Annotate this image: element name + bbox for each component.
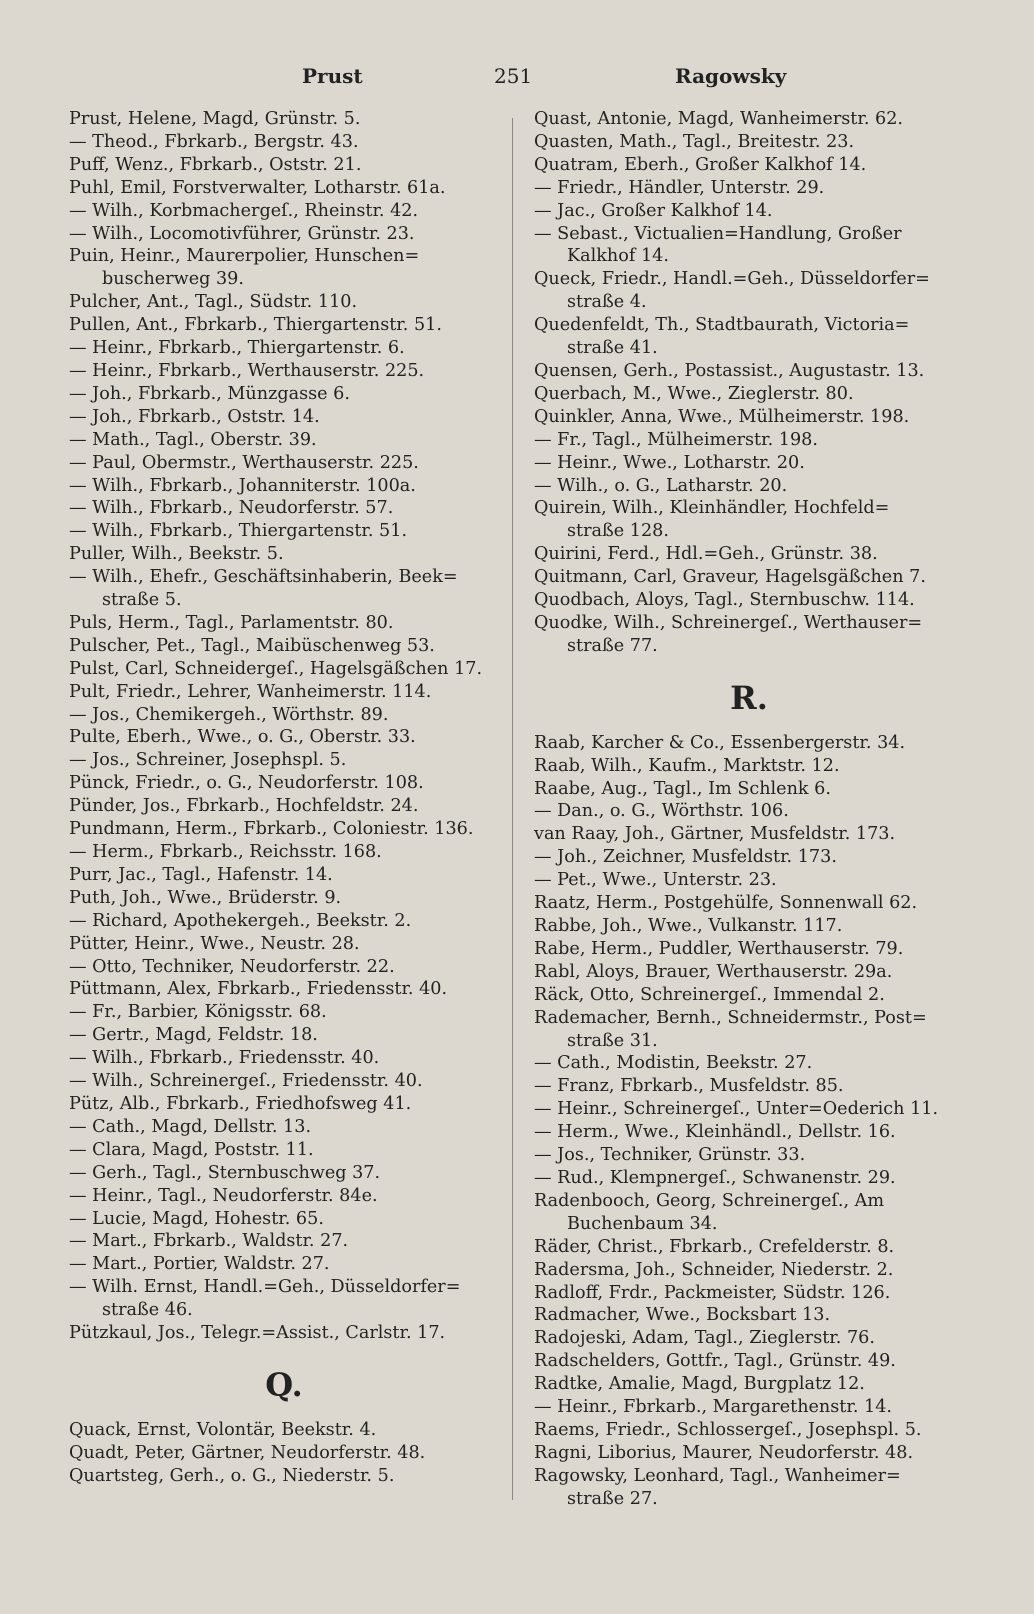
directory-entry: [534, 566, 964, 589]
entry-text: Quedenfeldt, Th., Stadtbaurath, Victoria=: [534, 315, 910, 336]
directory-entry: [69, 1162, 499, 1185]
directory-entry: [534, 108, 964, 131]
entry-text: Querbach, M., Wwe., Zieglerstr. 80.: [534, 383, 854, 404]
entry-text: — Wilh., Korbmachergeſ., Rheinstr. 42.: [69, 200, 419, 221]
entry-text: Puff, Wenz., Fbrkarb., Oststr. 21.: [69, 154, 362, 175]
entry-text: — Clara, Magd, Poststr. 11.: [69, 1139, 314, 1160]
entry-text: — Wilh., o. G., Latharstr. 20.: [534, 475, 788, 496]
entry-text: — Math., Tagl., Oberstr. 39.: [69, 429, 317, 450]
entry-text: Quitmann, Carl, Graveur, Hagelsgäßchen 7.: [534, 567, 926, 588]
entry-text: Radmacher, Wwe., Bocksbart 13.: [534, 1305, 831, 1326]
entry-text: Quasten, Math., Tagl., Breitestr. 23.: [534, 131, 855, 152]
directory-entry: [534, 1373, 964, 1396]
directory-entry: [69, 1001, 499, 1024]
entry-text: Pulte, Eberh., Wwe., o. G., Oberstr. 33.: [69, 727, 416, 748]
entry-text: Pullen, Ant., Fbrkarb., Thiergartenstr. 51.: [69, 315, 442, 336]
directory-entry: [534, 1121, 964, 1144]
entry-text: Ragni, Liborius, Maurer, Neudorferstr. 48.: [534, 1442, 914, 1463]
entry-text: Raabe, Aug., Tagl., Im Schlenk 6.: [534, 778, 831, 799]
entry-text: Raems, Friedr., Schlossergeſ., Josephspl. 5.: [534, 1419, 922, 1440]
entry-text: Puin, Heinr., Maurerpolier, Hunschen=: [69, 246, 420, 267]
directory-entry: [69, 383, 499, 406]
entry-text: Radloff, Frdr., Packmeister, Südstr. 126.: [534, 1282, 891, 1303]
directory-entry: [69, 749, 499, 772]
directory-entry: [69, 177, 499, 200]
directory-entry: [534, 1350, 964, 1373]
entry-text: Quirein, Wilh., Kleinhändler, Hochfeld=: [534, 498, 890, 519]
entry-text: Quartsteg, Gerh., o. G., Niederstr. 5.: [69, 1465, 395, 1486]
entry-text: Quadt, Peter, Gärtner, Neudorferstr. 48.: [69, 1442, 426, 1463]
entry-continuation: straße 77.: [567, 635, 658, 656]
entry-continuation: Buchenbaum 34.: [567, 1213, 718, 1234]
directory-entry: [534, 1167, 964, 1190]
entry-text: Puls, Herm., Tagl., Parlamentstr. 80.: [69, 612, 394, 633]
entry-text: — Jos., Schreiner, Josephspl. 5.: [69, 750, 347, 771]
entry-text: — Richard, Apothekergeh., Beekstr. 2.: [69, 910, 412, 931]
entry-text: Radersma, Joh., Schneider, Niederstr. 2.: [534, 1259, 894, 1280]
directory-entry: [69, 681, 499, 704]
directory-entry: [69, 910, 499, 933]
directory-entry: [534, 938, 964, 961]
entry-text: Prust, Helene, Magd, Grünstr. 5.: [69, 109, 361, 129]
entry-text: Pünck, Friedr., o. G., Neudorferstr. 108.: [69, 773, 424, 794]
entry-text: — Sebast., Victualien=Handlung, Großer: [534, 223, 902, 244]
entry-text: — Wilh. Ernst, Handl.=Geh., Düsseldorfer=: [69, 1277, 461, 1298]
directory-entry: [69, 452, 499, 475]
entry-text: — Gerh., Tagl., Sternbuschweg 37.: [69, 1162, 381, 1183]
entry-text: Quast, Antonie, Magd, Wanheimerstr. 62.: [534, 109, 903, 129]
entry-text: — Friedr., Händler, Unterstr. 29.: [534, 177, 825, 198]
entry-text: — Cath., Magd, Dellstr. 13.: [69, 1116, 312, 1137]
directory-entry: [69, 1047, 499, 1070]
directory-entry: [69, 658, 499, 681]
section-heading-r: R.: [730, 678, 768, 717]
entry-text: — Gertr., Magd, Feldstr. 18.: [69, 1025, 318, 1046]
directory-entry: [534, 755, 964, 778]
directory-entry: [534, 200, 964, 223]
entry-text: — Otto, Techniker, Neudorferstr. 22.: [69, 956, 395, 977]
entry-text: — Pet., Wwe., Unterstr. 23.: [534, 870, 777, 891]
directory-entry: [534, 1282, 964, 1305]
entry-continuation: straße 128.: [567, 521, 669, 542]
entries-r: [534, 732, 964, 1511]
entry-text: Raab, Karcher & Co., Essenbergerstr. 34.: [534, 732, 906, 753]
entry-text: — Heinr., Fbrkarb., Margarethenstr. 14.: [534, 1397, 893, 1418]
directory-entry: [69, 566, 499, 612]
entry-text: — Jos., Techniker, Grünstr. 33.: [534, 1145, 806, 1166]
directory-entry: [534, 1304, 964, 1327]
directory-entry: [534, 429, 964, 452]
directory-entry: [534, 846, 964, 869]
directory-entry: [534, 1419, 964, 1442]
entry-text: Rabbe, Joh., Wwe., Vulkanstr. 117.: [534, 916, 843, 936]
entry-continuation: straße 27.: [567, 1488, 658, 1509]
entry-text: — Jos., Chemikergeh., Wörthstr. 89.: [69, 704, 389, 725]
entry-text: — Fr., Barbier, Königsstr. 68.: [69, 1002, 327, 1023]
entry-text: Puth, Joh., Wwe., Brüderstr. 9.: [69, 887, 342, 908]
directory-entry: [534, 961, 964, 984]
entry-text: Pütz, Alb., Fbrkarb., Friedhofsweg 41.: [69, 1093, 412, 1114]
entry-text: Pulst, Carl, Schneidergeſ., Hagelsgäßchen 17.: [69, 658, 483, 679]
directory-entry: [534, 268, 964, 314]
directory-entry: [69, 406, 499, 429]
directory-entry: [69, 475, 499, 498]
directory-entry: [69, 200, 499, 223]
section-heading-q: Q.: [265, 1365, 303, 1404]
directory-entry: [534, 823, 964, 846]
directory-entry: [69, 612, 499, 635]
entry-text: — Rud., Klempnergeſ., Schwanenstr. 29.: [534, 1167, 896, 1188]
entry-continuation: buscherweg 39.: [102, 269, 244, 290]
entry-text: — Franz, Fbrkarb., Musfeldstr. 85.: [534, 1076, 844, 1097]
entry-continuation: straße 4.: [567, 292, 647, 313]
entry-text: — Heinr., Fbrkarb., Thiergartenstr. 6.: [69, 338, 405, 359]
running-head-left: Prust: [302, 64, 363, 88]
directory-entry: [534, 869, 964, 892]
directory-entry: [534, 589, 964, 612]
directory-entry: [69, 1116, 499, 1139]
entry-text: — Wilh., Fbrkarb., Johanniterstr. 100a.: [69, 475, 416, 496]
entry-text: — Wilh., Schreinergeſ., Friedensstr. 40.: [69, 1071, 423, 1092]
directory-entry: [69, 108, 499, 131]
directory-entry: [69, 1208, 499, 1231]
entry-text: — Heinr., Wwe., Lotharstr. 20.: [534, 452, 805, 473]
directory-entry: [534, 778, 964, 801]
directory-entry: [534, 497, 964, 543]
page-number: 251: [494, 64, 533, 88]
entry-text: — Joh., Fbrkarb., Münzgasse 6.: [69, 383, 350, 404]
directory-entry: [69, 1230, 499, 1253]
entry-text: — Dan., o. G., Wörthstr. 106.: [534, 801, 789, 822]
entry-text: Radenbooch, Georg, Schreinergeſ., Am: [534, 1190, 885, 1211]
directory-entry: [69, 291, 499, 314]
directory-entry: [534, 1442, 964, 1465]
directory-entry: [69, 978, 499, 1001]
entry-text: — Heinr., Tagl., Neudorferstr. 84e.: [69, 1185, 378, 1206]
directory-entry: [69, 1465, 499, 1488]
directory-entry: [534, 383, 964, 406]
directory-entry: [534, 1259, 964, 1282]
entry-text: — Wilh., Fbrkarb., Friedensstr. 40.: [69, 1048, 380, 1069]
entry-text: Pulscher, Pet., Tagl., Maibüschenweg 53.: [69, 635, 435, 656]
entry-text: — Fr., Tagl., Mülheimerstr. 198.: [534, 429, 818, 450]
directory-entry: [69, 635, 499, 658]
directory-entry: [534, 543, 964, 566]
entry-text: Quack, Ernst, Volontär, Beekstr. 4.: [69, 1419, 377, 1440]
directory-entry: [69, 1419, 499, 1442]
directory-entry: [69, 933, 499, 956]
directory-entry: [534, 1075, 964, 1098]
directory-entry: [534, 612, 964, 658]
directory-entry: [69, 1276, 499, 1322]
entry-text: — Herm., Wwe., Kleinhändl., Dellstr. 16.: [534, 1122, 896, 1143]
column-divider: [512, 118, 513, 1500]
directory-entry: [69, 131, 499, 154]
entry-text: Rabe, Herm., Puddler, Werthauserstr. 79.: [534, 938, 904, 959]
entry-text: — Heinr., Schreinergeſ., Unter=Oederich 11.: [534, 1099, 939, 1120]
directory-entry: [69, 1322, 499, 1345]
directory-entry: [534, 452, 964, 475]
entry-text: Queck, Friedr., Handl.=Geh., Düsseldorfer=: [534, 269, 930, 290]
directory-entry: [69, 864, 499, 887]
directory-entry: [69, 543, 499, 566]
directory-entry: [69, 1139, 499, 1162]
entries-q: [69, 1419, 499, 1488]
directory-entry: [534, 314, 964, 360]
entry-text: Puhl, Emil, Forstverwalter, Lotharstr. 61a.: [69, 177, 446, 198]
directory-entry: [69, 841, 499, 864]
directory-entry: [534, 1327, 964, 1350]
directory-entry: [534, 406, 964, 429]
directory-entry: [69, 795, 499, 818]
directory-entry: [534, 984, 964, 1007]
directory-entry: [69, 818, 499, 841]
entry-text: Radtke, Amalie, Magd, Burgplatz 12.: [534, 1374, 865, 1395]
directory-entry: [69, 223, 499, 246]
entry-text: Puller, Wilh., Beekstr. 5.: [69, 544, 284, 565]
entry-text: — Wilh., Fbrkarb., Neudorferstr. 57.: [69, 498, 394, 519]
entry-text: Räder, Christ., Fbrkarb., Crefelderstr. 8.: [534, 1236, 895, 1257]
entry-text: Räck, Otto, Schreinergeſ., Immendal 2.: [534, 984, 885, 1005]
directory-entry: [69, 1253, 499, 1276]
entry-text: Radschelders, Gottfr., Tagl., Grünstr. 49.: [534, 1351, 896, 1372]
entry-text: Pulcher, Ant., Tagl., Südstr. 110.: [69, 292, 358, 313]
entry-text: — Wilh., Ehefr., Geschäftsinhaberin, Beek=: [69, 567, 458, 588]
entry-text: — Heinr., Fbrkarb., Werthauserstr. 225.: [69, 360, 425, 381]
entry-text: Pütter, Heinr., Wwe., Neustr. 28.: [69, 933, 360, 954]
entry-text: — Lucie, Magd, Hohestr. 65.: [69, 1208, 324, 1229]
directory-entry: [69, 154, 499, 177]
directory-entry: [69, 1185, 499, 1208]
directory-entry: [69, 956, 499, 979]
entry-text: Ragowsky, Leonhard, Tagl., Wanheimer=: [534, 1465, 901, 1486]
entry-text: Radojeski, Adam, Tagl., Zieglerstr. 76.: [534, 1328, 875, 1349]
entry-continuation: straße 46.: [102, 1300, 193, 1321]
entry-text: Raatz, Herm., Postgehülfe, Sonnenwall 62.: [534, 893, 918, 914]
entry-text: — Wilh., Fbrkarb., Thiergartenstr. 51.: [69, 521, 408, 542]
directory-entry: [534, 892, 964, 915]
entry-text: Pundmann, Herm., Fbrkarb., Coloniestr. 136.: [69, 819, 474, 840]
directory-entry: [69, 337, 499, 360]
right-column: [534, 108, 964, 1511]
entry-text: — Paul, Obermstr., Werthauserstr. 225.: [69, 452, 419, 473]
directory-entry: [534, 131, 964, 154]
directory-entry: [534, 223, 964, 269]
directory-entry: [534, 177, 964, 200]
directory-entry: [534, 1098, 964, 1121]
entry-text: — Jac., Großer Kalkhof 14.: [534, 200, 773, 221]
entry-text: Quatram, Eberh., Großer Kalkhof 14.: [534, 154, 867, 175]
entries-p: [69, 108, 499, 1345]
entry-text: — Wilh., Locomotivführer, Grünstr. 23.: [69, 223, 415, 244]
directory-entry: [534, 360, 964, 383]
directory-entry: [534, 1396, 964, 1419]
directory-entry: [534, 1190, 964, 1236]
entry-text: Purr, Jac., Tagl., Hafenstr. 14.: [69, 864, 333, 885]
entry-text: — Mart., Fbrkarb., Waldstr. 27.: [69, 1231, 349, 1252]
entry-text: — Theod., Fbrkarb., Bergstr. 43.: [69, 131, 359, 152]
directory-entry: [69, 1442, 499, 1465]
running-head-right: Ragowsky: [675, 64, 787, 88]
entry-text: Raab, Wilh., Kaufm., Marktstr. 12.: [534, 755, 840, 776]
entry-text: — Cath., Modistin, Beekstr. 27.: [534, 1053, 813, 1074]
entry-text: Pützkaul, Jos., Telegr.=Assist., Carlstr. 17.: [69, 1323, 446, 1344]
directory-entry: [69, 704, 499, 727]
directory-entry: [534, 1144, 964, 1167]
entry-text: — Joh., Zeichner, Musfeldstr. 173.: [534, 847, 837, 868]
directory-entry: [534, 1465, 964, 1511]
entry-continuation: straße 41.: [567, 338, 658, 359]
entry-continuation: straße 5.: [102, 590, 182, 611]
directory-entry: [69, 1093, 499, 1116]
entry-text: van Raay, Joh., Gärtner, Musfeldstr. 173.: [534, 824, 896, 845]
entry-text: Pult, Friedr., Lehrer, Wanheimerstr. 114.: [69, 681, 432, 702]
entry-text: Rademacher, Bernh., Schneidermstr., Post=: [534, 1007, 927, 1028]
directory-entry: [534, 732, 964, 755]
entry-continuation: Kalkhof 14.: [567, 246, 669, 267]
directory-entry: [534, 915, 964, 938]
entry-text: Quodbach, Aloys, Tagl., Sternbuschw. 114.: [534, 590, 915, 611]
entry-continuation: straße 31.: [567, 1030, 658, 1051]
directory-entry: [534, 475, 964, 498]
directory-entry: [69, 314, 499, 337]
entry-text: Pünder, Jos., Fbrkarb., Hochfeldstr. 24.: [69, 796, 419, 817]
entry-text: — Herm., Fbrkarb., Reichsstr. 168.: [69, 842, 382, 862]
directory-entry: [69, 1024, 499, 1047]
page-header: [70, 64, 964, 104]
directory-entry: [534, 1236, 964, 1259]
entries-q-cont: [534, 108, 964, 658]
directory-entry: [69, 520, 499, 543]
left-column: [69, 108, 499, 1488]
directory-entry: [534, 800, 964, 823]
entry-text: Püttmann, Alex, Fbrkarb., Friedensstr. 40.: [69, 979, 448, 1000]
directory-entry: [69, 497, 499, 520]
directory-entry: [534, 1007, 964, 1053]
directory-entry: [534, 154, 964, 177]
entry-text: Quinkler, Anna, Wwe., Mülheimerstr. 198.: [534, 406, 910, 427]
entry-text: Quirini, Ferd., Hdl.=Geh., Grünstr. 38.: [534, 544, 878, 565]
directory-entry: [69, 1070, 499, 1093]
entry-text: Rabl, Aloys, Brauer, Werthauserstr. 29a.: [534, 961, 893, 982]
directory-entry: [69, 360, 499, 383]
entry-text: Quodke, Wilh., Schreinergeſ., Werthauser=: [534, 612, 923, 633]
entry-text: Quensen, Gerh., Postassist., Augustastr. 13.: [534, 360, 925, 381]
directory-entry: [69, 245, 499, 291]
entry-text: — Mart., Portier, Waldstr. 27.: [69, 1254, 330, 1275]
directory-entry: [69, 887, 499, 910]
directory-entry: [69, 772, 499, 795]
directory-entry: [534, 1052, 964, 1075]
entry-text: — Joh., Fbrkarb., Oststr. 14.: [69, 406, 320, 427]
directory-entry: [69, 726, 499, 749]
directory-entry: [69, 429, 499, 452]
